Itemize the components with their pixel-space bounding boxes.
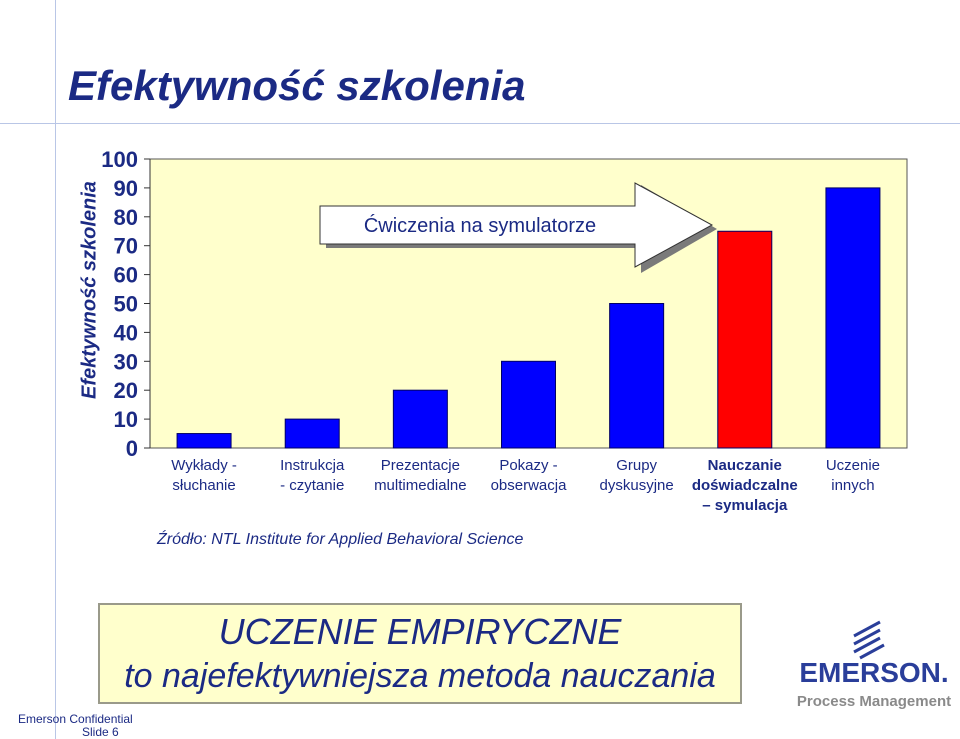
banner-heading: UCZENIE EMPIRYCZNE xyxy=(218,611,622,652)
y-tick-label: 60 xyxy=(113,262,138,288)
y-tick-label: 0 xyxy=(125,436,138,460)
emerson-logo xyxy=(790,618,958,713)
y-tick-label: 20 xyxy=(113,378,138,404)
y-tick-label: 10 xyxy=(113,407,138,433)
y-tick-label: 40 xyxy=(113,320,138,346)
vertical-accent-line xyxy=(55,0,56,739)
category-label: Prezentacje multimedialne xyxy=(374,457,467,494)
category-label: Pokazy - obserwacja xyxy=(490,457,567,494)
bar xyxy=(502,361,556,448)
bar xyxy=(718,231,772,448)
bar xyxy=(393,390,447,448)
y-tick-label: 30 xyxy=(113,349,138,375)
category-label: Wykłady - słuchanie xyxy=(171,457,237,494)
horizontal-accent-line xyxy=(0,123,960,124)
slide-title: Efektywność szkolenia xyxy=(68,62,526,109)
y-tick-label: 100 xyxy=(101,147,138,172)
y-tick-label: 80 xyxy=(113,204,138,230)
side-title: Efektywność szkolenia xyxy=(78,181,101,399)
banner-subheading: to najefektywniejsza metoda nauczania xyxy=(124,657,716,695)
logo-wordmark: EMERSON. xyxy=(799,657,949,688)
bar xyxy=(610,304,664,449)
logo-tagline: Process Management xyxy=(796,693,952,710)
confidential-note: Emerson Confidential xyxy=(18,712,133,726)
emerson-emblem-icon xyxy=(854,618,886,658)
bar xyxy=(826,188,880,448)
slide-number: Slide 6 xyxy=(82,725,119,739)
callout-annotation-text: Ćwiczenia na symulatorze xyxy=(363,215,597,237)
category-label: Nauczanie doświadczalne – symulacja xyxy=(691,457,798,514)
source-caption: Źródło: NTL Institute for Applied Behavioral Science xyxy=(157,531,524,548)
category-label: Grupy dyskusyjne xyxy=(599,457,674,494)
bar-chart xyxy=(90,140,920,460)
category-label: Uczenie innych xyxy=(825,457,881,494)
conclusion-banner xyxy=(98,603,742,704)
y-tick-label: 50 xyxy=(113,291,138,317)
bar xyxy=(177,434,231,448)
bar xyxy=(285,419,339,448)
y-tick-label: 70 xyxy=(113,233,138,259)
category-label: Instrukcja - czytanie xyxy=(280,457,345,494)
y-tick-label: 90 xyxy=(113,175,138,201)
